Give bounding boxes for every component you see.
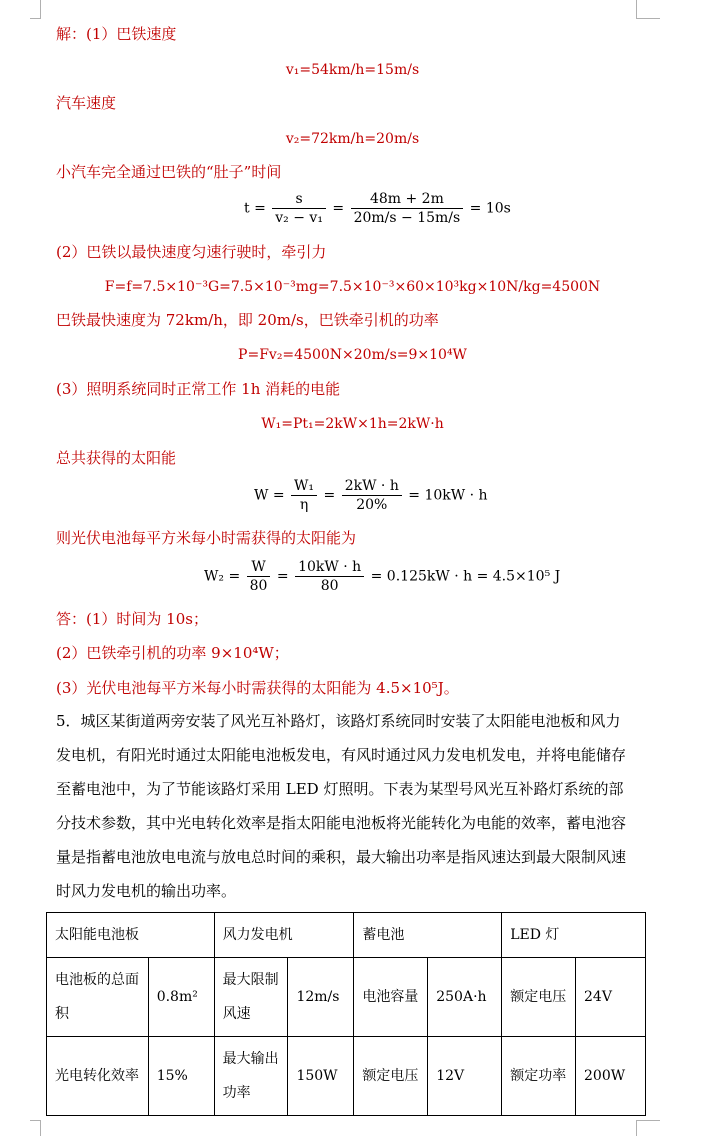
problem-line: 发电机，有阳光时通过太阳能电池板发电，有风时通过风力发电机发电，并将电能储存 xyxy=(56,746,627,764)
problem-line: 时风力发电机的输出功率。 xyxy=(56,882,237,900)
answer-2: (2）巴铁牵引机的功率 9×10⁴W； xyxy=(56,644,289,662)
solution-step-7: 总共获得的太阳能 xyxy=(56,449,177,467)
formula-v2: v₂=72km/h=20m/s xyxy=(285,131,420,147)
solution-step-4: (2）巴铁以最快速度匀速行驶时，牵引力 xyxy=(56,243,327,261)
table-header: LED 灯 xyxy=(502,913,646,958)
solution-step-2: 汽车速度 xyxy=(56,94,117,112)
corner-mark xyxy=(636,1120,637,1136)
corner-mark xyxy=(636,0,637,18)
equals-sign: = xyxy=(323,487,336,504)
fraction xyxy=(342,477,402,514)
table-cell: 150W xyxy=(288,1037,354,1116)
table-cell: 12m/s xyxy=(288,958,354,1037)
table-cell: 额定电压 xyxy=(502,958,576,1037)
formula-result: = 0.125kW · h = 4.5×10⁵ J xyxy=(370,568,561,585)
denominator: 80 xyxy=(249,578,268,594)
table-cell: 12V xyxy=(428,1037,502,1116)
solution-step-6: (3）照明系统同时正常工作 1h 消耗的电能 xyxy=(56,380,341,398)
problem-line: 分技术参数，其中光电转化效率是指太阳能电池板将光能转化为电能的效率，蓄电池容 xyxy=(56,814,627,832)
formula-power: P=Fv₂=4500N×20m/s=9×10⁴W xyxy=(238,347,467,363)
corner-mark xyxy=(30,1120,41,1121)
table-cell: 最大限制风速 xyxy=(214,958,288,1037)
denominator: 20% xyxy=(356,497,388,513)
numerator: W₁ xyxy=(291,477,317,496)
problem-line: 5．城区某街道两旁安装了风光互补路灯，该路灯系统同时安装了太阳能电池板和风力 xyxy=(56,712,621,730)
formula-energy: W₁=Pt₁=2kW×1h=2kW·h xyxy=(261,416,444,432)
problem-5-text xyxy=(56,704,646,908)
table-header: 风力发电机 xyxy=(214,913,354,958)
fraction xyxy=(351,190,464,227)
denominator: v₂ − v₁ xyxy=(275,210,323,226)
numerator: 48m + 2m xyxy=(351,190,464,209)
corner-mark xyxy=(30,18,41,19)
fraction xyxy=(247,558,271,595)
table-header-row xyxy=(47,913,646,958)
solution-step-5: 巴铁最快速度为 72km/h，即 20m/s，巴铁牵引机的功率 xyxy=(56,311,439,329)
fraction xyxy=(291,477,317,514)
formula-lhs: t = xyxy=(244,200,266,217)
table-cell: 最大输出功率 xyxy=(214,1037,288,1116)
corner-mark xyxy=(636,18,660,19)
table-cell: 额定电压 xyxy=(354,1037,428,1116)
table-row xyxy=(47,1037,646,1116)
spec-table xyxy=(46,912,646,1116)
denominator: 20m/s − 15m/s xyxy=(353,210,461,226)
table-header: 蓄电池 xyxy=(354,913,502,958)
table-cell: 250A·h xyxy=(428,958,502,1037)
formula-solar-energy xyxy=(254,477,488,514)
table-cell: 电池板的总面积 xyxy=(47,958,149,1037)
table-cell: 光电转化效率 xyxy=(47,1037,149,1116)
fraction xyxy=(295,558,364,595)
table-header: 太阳能电池板 xyxy=(47,913,215,958)
numerator: 10kW · h xyxy=(295,558,364,577)
problem-line: 量是指蓄电池放电电流与放电总时间的乘积，最大输出功率是指风速达到最大限制风速 xyxy=(56,848,627,866)
answer-1: 答：(1）时间为 10s； xyxy=(56,610,208,628)
solution-step-1: 解：(1）巴铁速度 xyxy=(56,25,177,43)
table-cell: 电池容量 xyxy=(354,958,428,1037)
table-cell: 0.8m² xyxy=(148,958,214,1037)
equals-sign: = xyxy=(332,200,345,217)
table-row xyxy=(47,958,646,1037)
formula-lhs: W₂ = xyxy=(204,568,241,585)
corner-mark xyxy=(40,0,41,18)
formula-force: F=f=7.5×10⁻³G=7.5×10⁻³mg=7.5×10⁻³×60×10³kg×10N/kg=4500N xyxy=(104,279,601,295)
answer-3: (3）光伏电池每平方米每小时需获得的太阳能为 4.5×10⁵J。 xyxy=(56,679,459,697)
solution-step-3: 小汽车完全通过巴铁的“肚子”时间 xyxy=(56,163,282,181)
fraction xyxy=(272,190,326,227)
table-cell: 15% xyxy=(148,1037,214,1116)
table-cell: 额定功率 xyxy=(502,1037,576,1116)
equals-sign: = xyxy=(276,568,289,585)
problem-line: 至蓄电池中，为了节能该路灯采用 LED 灯照明。下表为某型号风光互补路灯系统的部 xyxy=(56,780,624,798)
formula-lhs: W = xyxy=(254,487,285,504)
table-cell: 200W xyxy=(576,1037,646,1116)
formula-result: = 10kW · h xyxy=(408,487,488,504)
numerator: 2kW · h xyxy=(342,477,402,496)
formula-per-square-meter xyxy=(204,558,560,595)
formula-result: = 10s xyxy=(469,200,511,217)
numerator: s xyxy=(272,190,326,209)
denominator: η xyxy=(299,497,309,513)
solution-step-8: 则光伏电池每平方米每小时需获得的太阳能为 xyxy=(56,529,357,547)
numerator: W xyxy=(247,558,271,577)
table-cell: 24V xyxy=(576,958,646,1037)
denominator: 80 xyxy=(320,578,339,594)
formula-time xyxy=(244,190,511,227)
formula-v1: v₁=54km/h=15m/s xyxy=(285,62,420,78)
corner-mark xyxy=(40,1120,41,1136)
corner-mark xyxy=(636,1120,660,1121)
